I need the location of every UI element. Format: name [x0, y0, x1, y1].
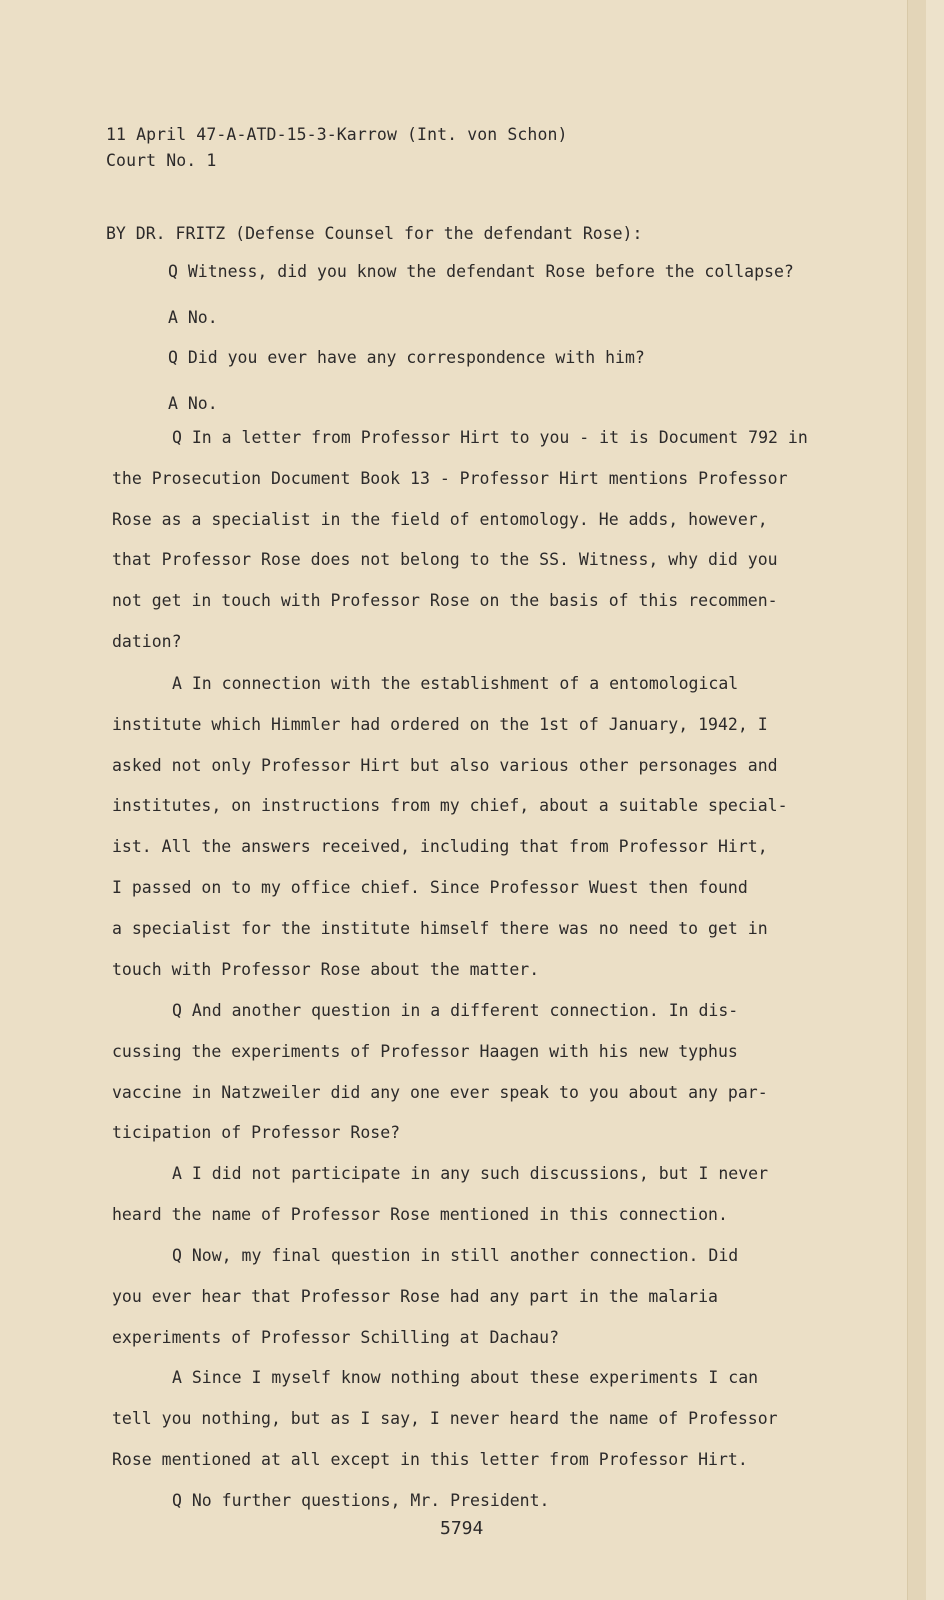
question-2: Q Did you ever have any correspondence with him?: [168, 348, 645, 367]
answer-5-line: Rose mentioned at all except in this letter from Professor Hirt.: [112, 1449, 748, 1469]
header-court-number: Court No. 1: [106, 151, 217, 170]
question-5: [112, 1236, 828, 1358]
question-3-line: Q In a letter from Professor Hirt to you - it is Document 792 in: [172, 428, 808, 447]
question-4-line: cussing the experiments of Professor Haagen with his new typhus: [112, 1041, 738, 1061]
answer-3-line: A In connection with the establishment of a entomological: [172, 674, 739, 693]
answer-3-line: asked not only Professor Hirt but also various other personages and: [112, 755, 778, 775]
answer-3-line: institute which Himmler had ordered on the 1st of January, 1942, I: [112, 714, 768, 734]
answer-2: A No.: [168, 394, 218, 413]
answer-3-line: a specialist for the institute himself there was no need to get in: [112, 918, 768, 938]
page-number: 5794: [440, 1518, 484, 1539]
question-3-line: Rose as a specialist in the field of entomology. He adds, however,: [112, 509, 768, 529]
question-3-line: not get in touch with Professor Rose on the basis of this recommen-: [112, 591, 778, 611]
question-4: [112, 991, 828, 1154]
answer-3-line: touch with Professor Rose about the matter.: [112, 959, 540, 979]
question-4-line: vaccine in Natzweiler did any one ever speak to you about any par-: [112, 1082, 768, 1102]
answer-3-line: institutes, on instructions from my chief, about a suitable special-: [112, 796, 788, 816]
answer-1: A No.: [168, 308, 218, 327]
answer-5-line: A Since I myself know nothing about these experiments I can: [172, 1368, 759, 1387]
answer-5-line: tell you nothing, but as I say, I never heard the name of Professor: [112, 1408, 778, 1428]
answer-3-line: ist. All the answers received, including that from Professor Hirt,: [112, 837, 768, 857]
question-3-line: the Prosecution Document Book 13 - Professor Hirt mentions Professor: [112, 468, 788, 488]
answer-4-line: A I did not participate in any such discussions, but I never: [172, 1164, 769, 1183]
question-6: [112, 1481, 828, 1522]
question-3: [112, 418, 828, 663]
question-6-line: Q No further questions, Mr. President.: [172, 1491, 550, 1510]
transcript-header: [106, 122, 568, 174]
answer-3: [112, 664, 828, 990]
page-edge: [907, 0, 926, 1600]
answer-4-line: heard the name of Professor Rose mentioned in this connection.: [112, 1204, 728, 1224]
question-5-line: you ever hear that Professor Rose had any part in the malaria: [112, 1286, 718, 1306]
question-3-line: that Professor Rose does not belong to the SS. Witness, why did you: [112, 550, 778, 570]
answer-3-line: I passed on to my office chief. Since Professor Wuest then found: [112, 877, 748, 897]
answer-4: [112, 1154, 828, 1236]
question-5-line: experiments of Professor Schilling at Dachau?: [112, 1327, 560, 1347]
question-3-line: dation?: [112, 631, 182, 651]
header-date-reference: 11 April 47-A-ATD-15-3-Karrow (Int. von Schon): [106, 125, 568, 144]
examiner-line: BY DR. FRITZ (Defense Counsel for the defendant Rose):: [106, 224, 643, 243]
question-4-line: ticipation of Professor Rose?: [112, 1123, 401, 1143]
answer-5: [112, 1358, 828, 1480]
question-5-line: Q Now, my final question in still another connection. Did: [172, 1246, 739, 1265]
question-1: Q Witness, did you know the defendant Rose before the collapse?: [168, 262, 794, 281]
question-4-line: Q And another question in a different connection. In dis-: [172, 1001, 739, 1020]
